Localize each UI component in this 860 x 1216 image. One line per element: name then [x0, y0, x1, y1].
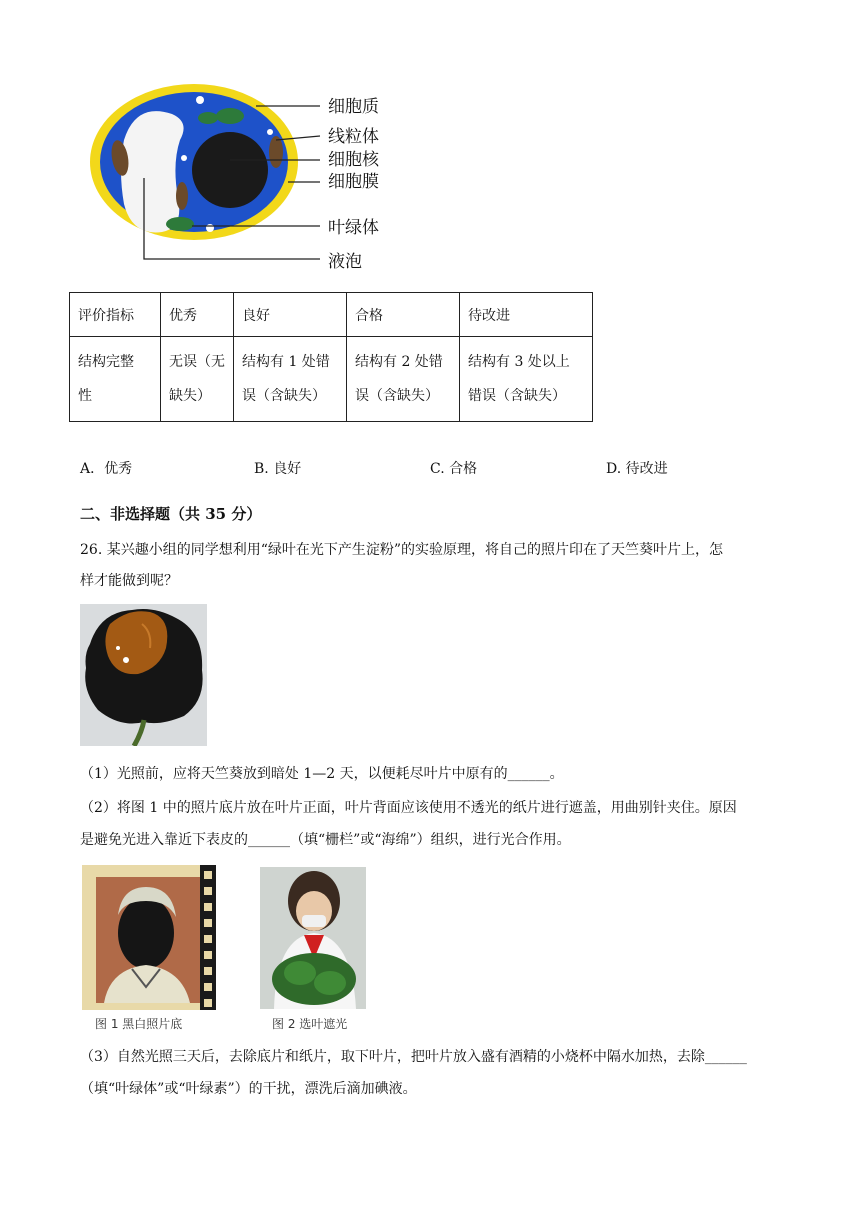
- question-part2-line1: （2）将图 1 中的照片底片放在叶片正面，叶片背面应该使用不透光的纸片进行遮盖，用曲别针夹住。原因: [80, 800, 737, 816]
- table-header-cell: 良好: [234, 293, 347, 337]
- table-cell: 无误（无 缺失）: [161, 337, 234, 422]
- table-cell: 结构完整 性: [70, 337, 161, 422]
- label-nucleus: 细胞核: [328, 150, 379, 170]
- table-header-cell: 合格: [347, 293, 460, 337]
- question-part3-line2: （填“叶绿体”或“叶绿素”）的干扰，漂洗后滴加碘液。: [80, 1081, 417, 1097]
- label-mitochondria: 线粒体: [328, 127, 379, 147]
- table-header-cell: 评价指标: [70, 293, 161, 337]
- table-cell: 结构有 1 处错 误（含缺失）: [234, 337, 347, 422]
- option-d: D. 待改进: [606, 461, 668, 477]
- question-part3-line1: （3）自然光照三天后，去除底片和纸片，取下叶片，把叶片放入盛有酒精的小烧杯中隔水加热，去除______: [80, 1049, 747, 1065]
- figure2-caption: 图 2 选叶遮光: [272, 1017, 348, 1031]
- student-covering-leaf-figure: [260, 867, 366, 1009]
- question-part1: （1）光照前，应将天竺葵放到暗处 1—2 天，以便耗尽叶片中原有的______。: [80, 766, 564, 782]
- label-chloroplast: 叶绿体: [328, 218, 379, 238]
- option-b: B. 良好: [254, 461, 302, 477]
- question-part2-line2: 是避免光进入靠近下表皮的______（填“栅栏”或“海绵”）组织，进行光合作用。: [80, 832, 571, 848]
- option-a: A．优秀: [80, 461, 133, 477]
- figure1-caption: 图 1 黑白照片底: [95, 1017, 183, 1031]
- table-cell: 结构有 3 处以上 错误（含缺失）: [460, 337, 593, 422]
- table-row: [70, 337, 593, 422]
- label-cell-membrane: 细胞膜: [328, 172, 379, 192]
- table-header-cell: 优秀: [161, 293, 234, 337]
- table-header-cell: 待改进: [460, 293, 593, 337]
- table-header-row: [70, 293, 593, 337]
- table-cell: 结构有 2 处错 误（含缺失）: [347, 337, 460, 422]
- photo-negative-figure: [82, 865, 216, 1010]
- section-title: 二、非选择题（共 35 分）: [80, 505, 262, 523]
- geranium-leaf-photo: [80, 604, 207, 746]
- label-cytoplasm: 细胞质: [328, 97, 379, 117]
- label-vacuole: 液泡: [328, 252, 362, 272]
- question-stem-line1: 26. 某兴趣小组的同学想利用“绿叶在光下产生淀粉”的实验原理，将自己的照片印在了天竺葵叶片上，怎: [80, 542, 724, 558]
- evaluation-table: [69, 292, 593, 422]
- option-c: C. 合格: [430, 461, 478, 477]
- question-stem-line2: 样才能做到呢？: [80, 573, 178, 589]
